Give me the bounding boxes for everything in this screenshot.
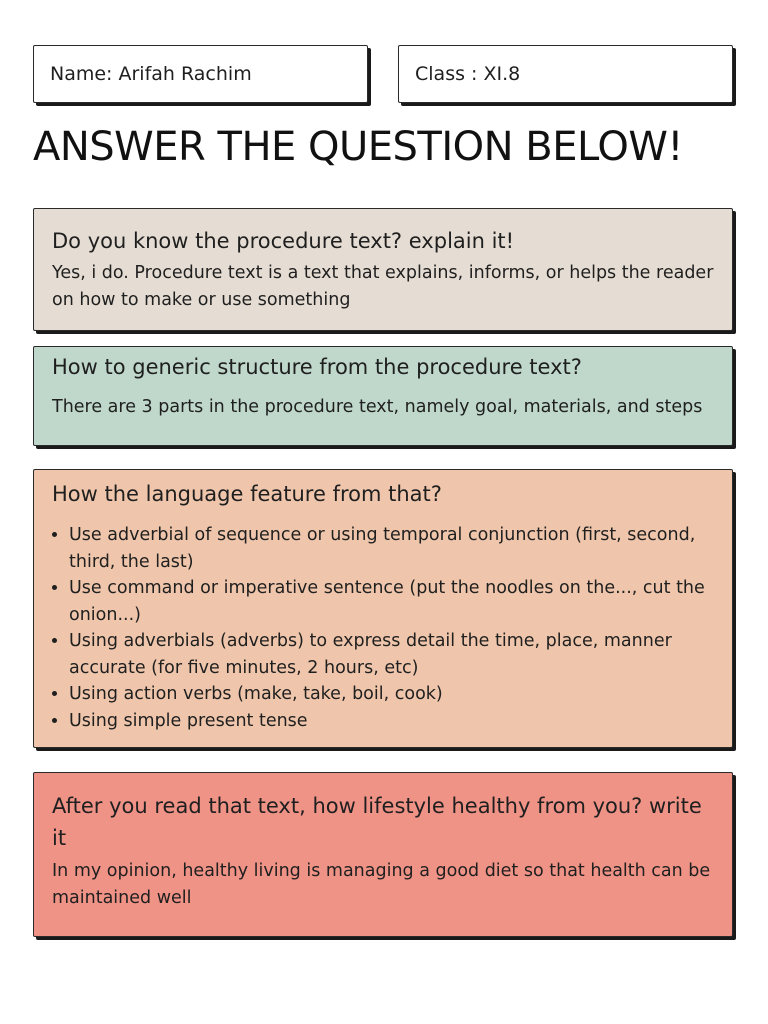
answer-1: Yes, i do. Procedure text is a text that explains, informs, or helps the reader on how to make or use something bbox=[52, 263, 714, 310]
answer-2: There are 3 parts in the procedure text, namely goal, materials, and steps bbox=[52, 397, 703, 417]
question-card-4 bbox=[33, 772, 733, 937]
list-item: • Using action verbs (make, take, boil, cook) bbox=[69, 681, 714, 708]
answer-4: In my opinion, healthy living is managing a good diet so that health can be maintained well bbox=[52, 861, 711, 908]
list-item: • Use adverbial of sequence or using temporal conjunction (first, second, third, the last) bbox=[69, 522, 714, 575]
class-field-text: Class : XI.8 bbox=[415, 63, 521, 85]
name-field[interactable] bbox=[33, 45, 368, 103]
page-title: ANSWER THE QUESTION BELOW! bbox=[33, 124, 683, 170]
list-item: • Using adverbials (adverbs) to express detail the time, place, manner accurate (for five minutes, 2 hours, etc) bbox=[69, 628, 714, 681]
class-field[interactable] bbox=[398, 45, 733, 103]
list-item: • Using simple present tense bbox=[69, 708, 714, 735]
question-1: Do you know the procedure text? explain it! bbox=[52, 229, 515, 253]
name-field-text: Name: Arifah Rachim bbox=[50, 63, 252, 85]
question-card-3 bbox=[33, 469, 733, 748]
list-item: • Use command or imperative sentence (put the noodles on the..., cut the onion...) bbox=[69, 575, 714, 628]
question-card-1 bbox=[33, 208, 733, 331]
question-3: How the language feature from that? bbox=[52, 482, 442, 506]
question-card-2 bbox=[33, 346, 733, 446]
language-feature-list bbox=[52, 522, 714, 734]
question-2: How to generic structure from the procedure text? bbox=[52, 355, 582, 379]
question-4: After you read that text, how lifestyle healthy from you? write it bbox=[52, 794, 702, 850]
